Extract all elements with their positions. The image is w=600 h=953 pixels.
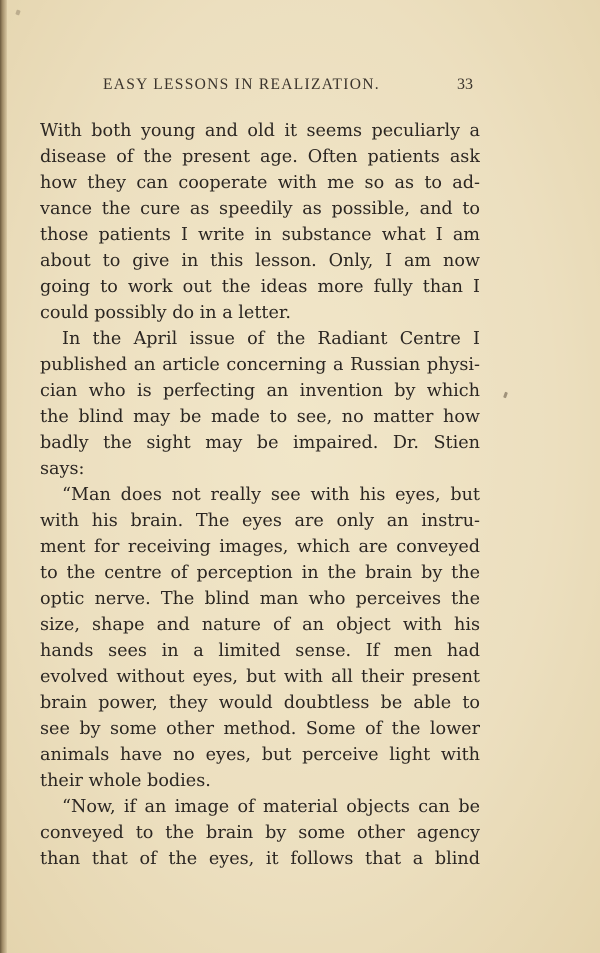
binding-edge <box>0 0 7 953</box>
text-line: with his brain. The eyes are only an instru- <box>40 511 480 531</box>
text-line: hands sees in a limited sense. If men had <box>40 641 480 661</box>
text-line: ment for receiving images, which are conveyed <box>40 537 480 557</box>
text-line: brain power, they would doubtless be able to <box>40 693 480 713</box>
paper-speck <box>503 392 508 399</box>
text-line: cian who is perfecting an invention by which <box>40 381 480 401</box>
text-line: published an article concerning a Russian physi- <box>40 355 480 375</box>
text-line: disease of the present age. Often patients ask <box>40 147 480 167</box>
text-line: vance the cure as speedily as possible, and to <box>40 199 480 219</box>
text-line: “Man does not really see with his eyes, but <box>62 485 480 505</box>
text-line: to the centre of perception in the brain by the <box>40 563 480 583</box>
text-line: those patients I write in substance what I am <box>40 225 480 245</box>
text-line: the blind may be made to see, no matter how <box>40 407 480 427</box>
text-line: going to work out the ideas more fully than I <box>40 277 480 297</box>
text-line: than that of the eyes, it follows that a blind <box>40 849 480 869</box>
text-line: evolved without eyes, but with all their present <box>40 667 480 687</box>
text-line: badly the sight may be impaired. Dr. Stien <box>40 433 480 453</box>
text-line: says: <box>40 459 85 479</box>
body-text <box>40 118 480 872</box>
text-line: In the April issue of the Radiant Centre I <box>62 329 480 349</box>
page-header <box>60 76 480 100</box>
text-line: size, shape and nature of an object with his <box>40 615 480 635</box>
text-line: their whole bodies. <box>40 771 211 791</box>
text-line: “Now, if an image of material objects can be <box>62 797 480 817</box>
text-line: how they can cooperate with me so as to ad- <box>40 173 480 193</box>
running-head: EASY LESSONS IN REALIZATION. <box>103 76 380 93</box>
page-number: 33 <box>457 76 473 93</box>
text-line: With both young and old it seems peculiarly a <box>40 121 480 141</box>
text-line: could possibly do in a letter. <box>40 303 291 323</box>
text-line: conveyed to the brain by some other agency <box>40 823 480 843</box>
text-line: about to give in this lesson. Only, I am now <box>40 251 480 271</box>
text-line: see by some other method. Some of the lower <box>40 719 480 739</box>
text-line: optic nerve. The blind man who perceives the <box>40 589 480 609</box>
text-line: animals have no eyes, but perceive light with <box>40 745 480 765</box>
paper-speck <box>15 9 20 15</box>
